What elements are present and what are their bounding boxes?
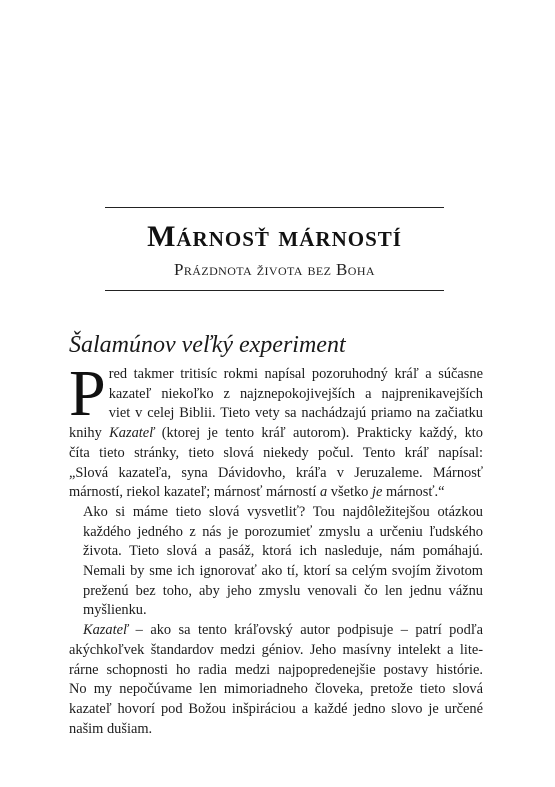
chapter-title: Márnosť márností — [147, 220, 402, 253]
chapter-title-block — [105, 207, 444, 291]
text-line: rárne schopnosti ho radia medzi najpopredenejšie postavy histórie. — [69, 661, 483, 678]
text-line: viet v celej Biblii. Tieto vety sa nachádzajú priamo na začiatku — [108, 405, 483, 422]
text-line: Kazateľ – ako sa tento kráľovský autor podpisuje – patrí podľa — [83, 622, 483, 639]
text-line: života. Tieto slová a pasáž, ktorá ich nasleduje, nám pomáhajú. — [83, 543, 483, 560]
text-line: kazateľ hovorí pod Božou inšpiráciou a každé jedno slovo je určené — [69, 700, 483, 717]
text-line: kazateľ niekoľko z najznepokojivejších a najprenikavejších — [108, 385, 483, 402]
section-heading: Šalamúnov veľký experiment — [69, 332, 346, 358]
text-line: knihy Kazateľ (ktorej je tento kráľ autorom). Prakticky každý, kto — [69, 425, 483, 442]
paragraph-2 — [69, 503, 483, 621]
book-title-emphasis: Kazateľ — [83, 622, 129, 639]
paragraph-3 — [69, 621, 483, 739]
drop-cap: P — [69, 357, 106, 430]
chapter-subtitle: Prázdnota života bez Boha — [174, 260, 375, 279]
text-line: red takmer tritisíc rokmi napísal pozoruhodný kráľ a súčasne — [108, 366, 483, 382]
text-line: každého jedného z nás je porozumieť zmyslu a určeniu ľudského — [83, 523, 483, 540]
text-line: Nemali by sme ich ignorovať ako tí, ktorí sa celým svojím životom — [83, 563, 483, 580]
text-line: myšlienku. — [83, 602, 147, 619]
text-line: No my nepočúvame len mimoriadneho človeka, pretože tieto slová — [69, 681, 483, 698]
body-text — [69, 357, 483, 739]
text-line: našim dušiam. — [69, 720, 153, 737]
text-line: Ako si máme tieto slová vysvetliť? Tou najdôležitejšou otázkou — [83, 503, 483, 520]
book-title-emphasis: Kazateľ — [109, 425, 155, 442]
text-line: číta tieto stránky, tieto slová niekedy počul. Tento kráľ napísal: — [69, 444, 483, 461]
paragraph-1 — [69, 357, 483, 503]
text-line: márností, riekol kazateľ; márnosť márností a všetko je márnosť.“ — [69, 484, 445, 501]
text-line: „Slová kazateľa, syna Dávidovho, kráľa v Jeruzaleme. Márnosť — [69, 464, 483, 481]
text-line: akýchkoľvek štandardov medzi géniov. Jeho masívny intelekt a lite- — [69, 641, 483, 658]
text-line: preženú bez toho, aby jeho zmyslu venovali čo len jednu vážnu — [83, 582, 483, 599]
